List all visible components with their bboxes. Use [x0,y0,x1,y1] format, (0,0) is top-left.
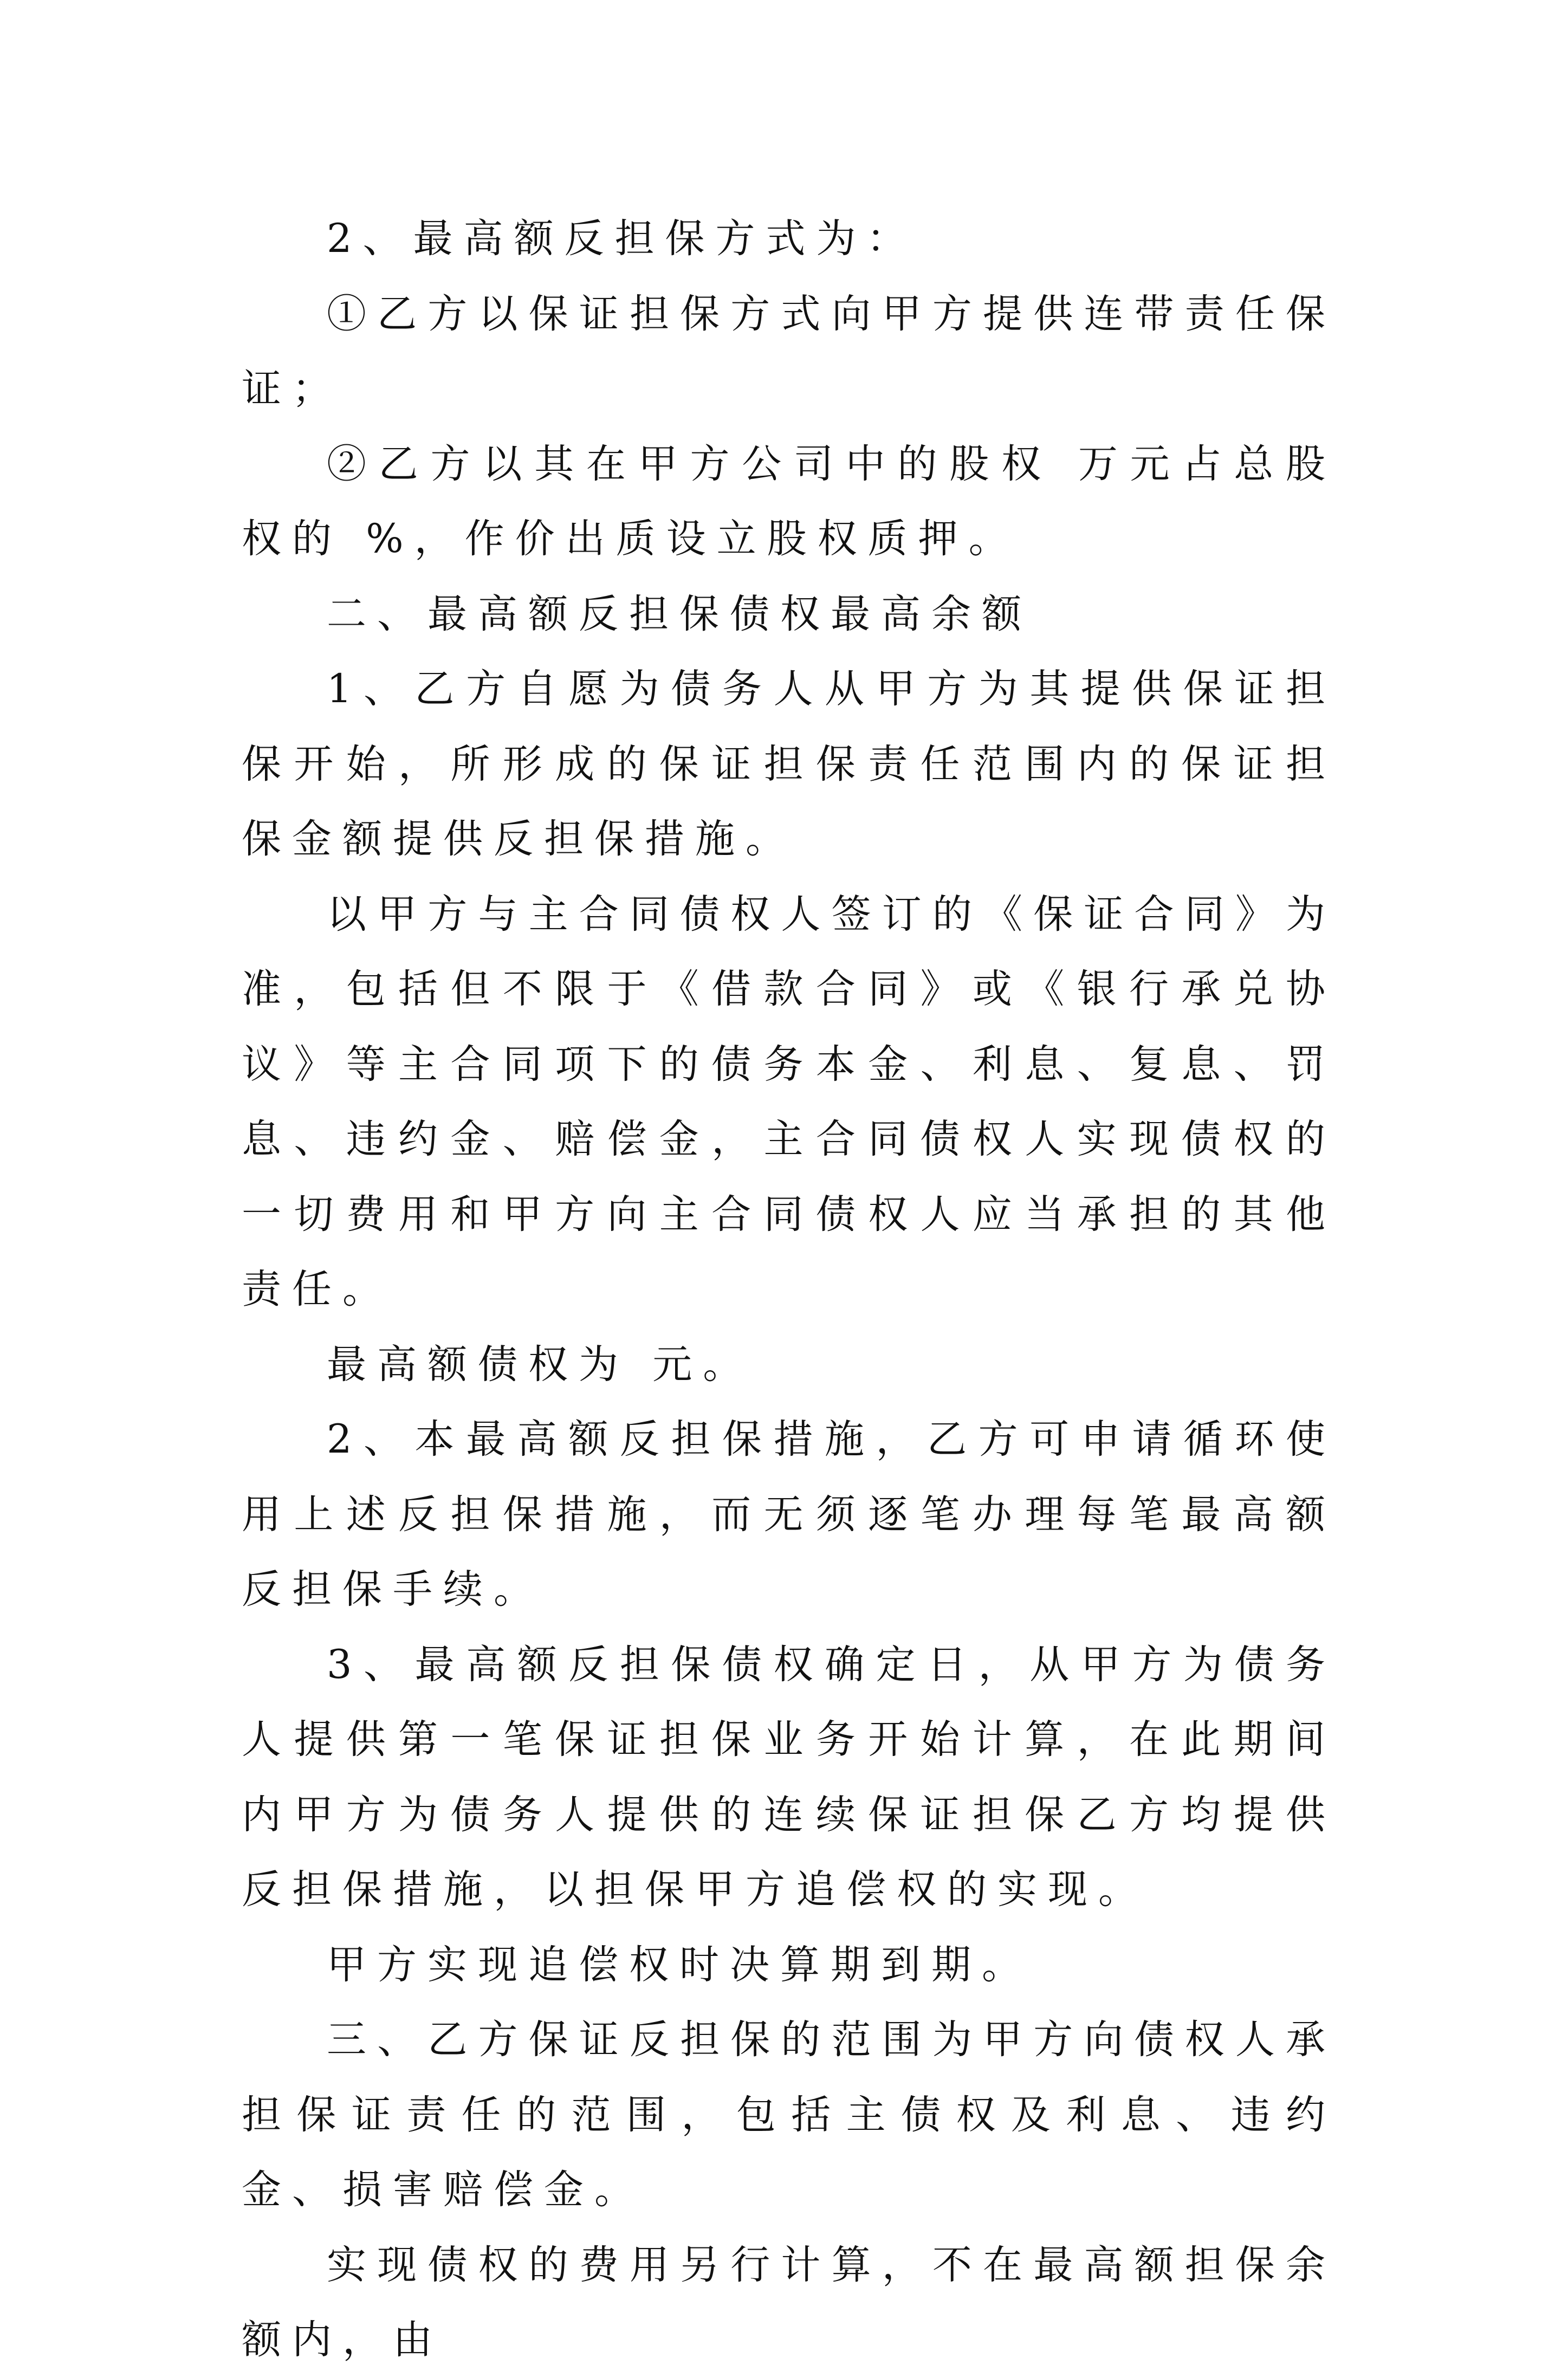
section-heading-max-balance: 二、最高额反担保债权最高余额 [327,591,1032,637]
paragraph-scope-of-contract: 以甲方与主合同债权人签订的《保证合同》为准，包括但不限于《借款合同》或《银行承兑协议》等主合同项下的债务本金、利息、复息、罚息、违约金、赔偿金，主合同债权人实现债权的一切费用和甲方向主合同债权人应当承担的其他责任。 [242,891,1336,1312]
paragraph-voluntary-guarantee: 1、乙方自愿为债务人从甲方为其提供保证担保开始，所形成的保证担保责任范围内的保证担保金额提供反担保措施。 [242,666,1336,862]
paragraph-joint-liability: ①乙方以保证担保方式向甲方提供连带责任保证； [242,290,1336,412]
section-heading-guarantee-scope: 三、乙方保证反担保的范围为甲方向债权人承担保证责任的范围，包括主债权及利息、违约金、损害赔偿金。 [242,2017,1336,2213]
paragraph-settlement-period: 甲方实现追偿权时决算期到期。 [327,1941,1032,1988]
paragraph-determination-date: 3、最高额反担保债权确定日，从甲方为债务人提供第一笔保证担保业务开始计算，在此期间内甲方为债务人提供的连续保证担保乙方均提供反担保措施，以担保甲方追偿权的实现。 [242,1641,1336,1913]
paragraph-max-claim-amount: 最高额债权为 元。 [327,1341,754,1388]
paragraph-guarantee-method: 2、最高额反担保方式为： [327,216,917,262]
paragraph-revolving-use: 2、本最高额反担保措施，乙方可申请循环使用上述反担保措施，而无须逐笔办理每笔最高额反担保手续。 [242,1416,1336,1612]
paragraph-separate-costs: 实现债权的费用另行计算，不在最高额担保余额内，由 [242,2241,1336,2363]
document-body [242,202,1336,2378]
paragraph-equity-pledge: ②乙方以其在甲方公司中的股权 万元占总股权的 %，作价出质设立股权质押。 [242,440,1336,562]
